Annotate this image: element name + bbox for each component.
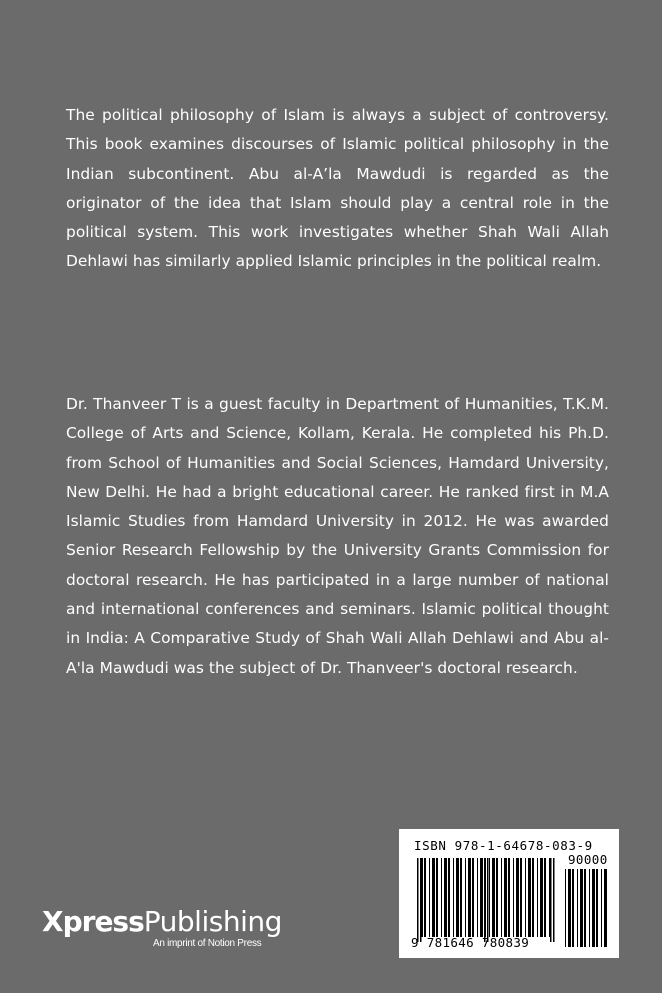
barcode-bar	[540, 858, 543, 937]
publisher-logo	[42, 905, 302, 955]
barcode-bar	[460, 858, 462, 937]
barcode-guard-bar	[550, 858, 552, 942]
barcode-guard-bar	[417, 858, 419, 942]
barcode-bar	[436, 858, 438, 937]
barcode-guard-bar	[487, 858, 489, 942]
barcode-bar	[580, 869, 583, 947]
isbn-label: ISBN 978-1-64678-083-9	[414, 838, 593, 853]
barcode-bar	[468, 858, 471, 937]
author-bio: Dr. Thanveer T is a guest faculty in Department of Humanities, T.K.M. College of Arts and Science, Kollam, Kerala. He completed his Ph.D. from School of Humanities and Social Sciences, Hamdard University, New Delhi. He had a bright educational career. He ranked first in M.A Islamic Studies from Hamdard University in 2012. He was awarded Senior Research Fellowship by the University Grants Commission for doctoral research. He has participated in a large number of national and international conferences and seminars. Islamic political thought in India: A Comparative Study of Shah Wali Allah Dehlawi and Abu al-A'la Mawdudi was the subject of Dr. Thanveer's doctoral research.	[66, 395, 609, 677]
barcode-bar	[528, 858, 531, 937]
barcode-bar	[492, 858, 495, 937]
barcode-bar	[520, 858, 522, 937]
barcode-bar	[596, 869, 598, 947]
price-code: 90000	[568, 852, 608, 867]
publisher-logo-wordmark	[42, 905, 282, 939]
barcode-bar	[444, 858, 447, 937]
publisher-logo-regular: Publishing	[143, 905, 282, 938]
barcode-bar	[508, 858, 510, 937]
barcode-bar	[584, 869, 586, 947]
barcode-bar	[496, 858, 498, 937]
barcode-bar	[504, 858, 507, 937]
barcode-guard-bar	[420, 858, 422, 942]
barcode-bar	[516, 858, 519, 937]
barcode-bar	[532, 858, 534, 937]
barcode-bar	[513, 858, 514, 937]
barcode-bar	[501, 858, 502, 937]
barcode-bar	[568, 869, 571, 947]
barcode-bar	[472, 858, 474, 937]
barcode-bar	[429, 858, 430, 937]
book-description: The political philosophy of Islam is always a subject of controversy. This book examines discourses of Islamic political philosophy in the Indian subcontinent. Abu al-A’la Mawdudi is regarded as the originator of the idea that Islam should play a central role in the political system. This work investigates whether Shah Wali Allah Dehlawi has similarly applied Islamic principles in the political realm.	[66, 106, 609, 271]
barcode-bar	[448, 858, 450, 937]
barcode-digits: 9 781646 780839	[411, 935, 530, 950]
barcode-bar	[565, 869, 566, 947]
barcode-bar	[456, 858, 459, 937]
barcode-bar	[424, 858, 426, 937]
barcode-bar	[601, 869, 602, 947]
barcode-guard-bar	[553, 858, 555, 942]
barcode-bar	[525, 858, 526, 937]
barcode-bar	[537, 858, 538, 937]
publisher-logo-bold: Xpress	[42, 905, 144, 938]
barcode-bar	[577, 869, 578, 947]
barcode-bar	[544, 858, 546, 937]
barcode-bar	[477, 858, 478, 937]
barcode-bar	[589, 869, 590, 947]
isbn-barcode	[399, 829, 619, 958]
barcode-bar	[592, 869, 595, 947]
barcode-bar	[453, 858, 454, 937]
barcode-guard-bar	[484, 858, 486, 942]
barcode-bar	[572, 869, 574, 947]
publisher-tagline: An imprint of Notion Press	[153, 938, 262, 949]
barcode-bar	[465, 858, 466, 937]
barcode-bar	[480, 858, 483, 937]
barcode-bar	[549, 858, 550, 937]
barcode-bar	[432, 858, 435, 937]
barcode-bar	[604, 869, 607, 947]
barcode-bar	[441, 858, 442, 937]
barcode-bar	[489, 858, 490, 937]
